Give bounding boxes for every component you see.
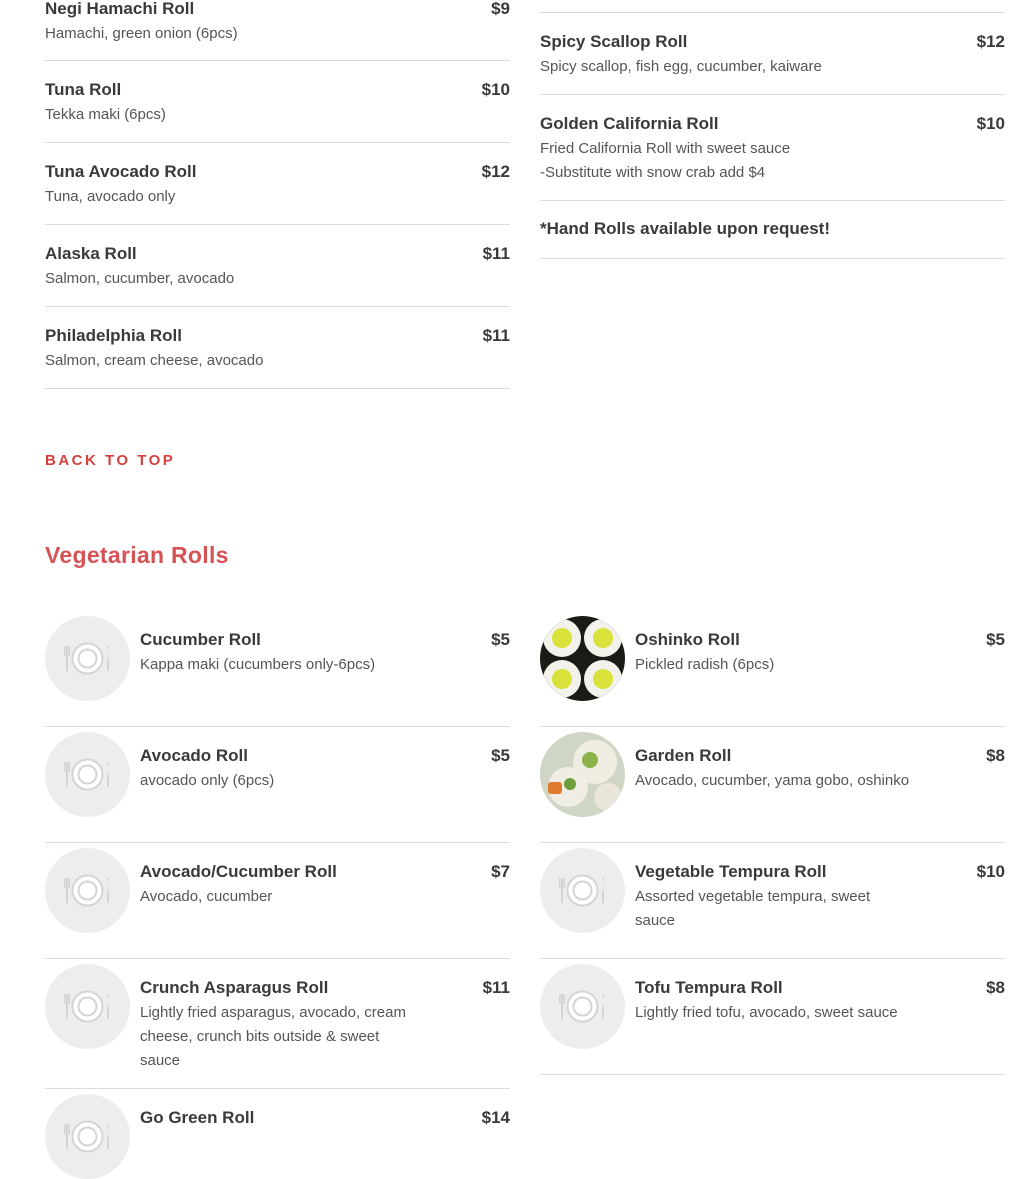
item-price: $10	[976, 114, 1005, 133]
item-price: $10	[481, 80, 510, 99]
item-description: Lightly fried asparagus, avocado, cream cheese, crunch bits outside & sweet sauce	[140, 1004, 406, 1069]
item-name: Cucumber Roll	[140, 630, 261, 649]
placeholder-plate-icon	[45, 732, 130, 817]
divider	[540, 12, 1005, 13]
item-name: Tuna Avocado Roll	[45, 162, 197, 181]
item-description: Spicy scallop, fish egg, cucumber, kaiware	[540, 58, 822, 75]
item-description: Assorted vegetable tempura, sweet sauce	[635, 888, 871, 929]
item-name: Garden Roll	[635, 746, 732, 765]
menu-item	[45, 861, 510, 959]
item-name: Avocado Roll	[140, 746, 248, 765]
item-name: Vegetable Tempura Roll	[635, 862, 827, 881]
menu-item	[45, 325, 510, 389]
item-name: Tuna Roll	[45, 80, 122, 99]
item-price: $11	[482, 326, 510, 345]
menu-item	[540, 113, 1005, 201]
menu-item	[45, 0, 510, 61]
item-description: avocado only (6pcs)	[140, 772, 275, 789]
menu-item	[45, 629, 510, 727]
item-price: $12	[976, 32, 1005, 51]
item-description: Tekka maki (6pcs)	[45, 106, 166, 123]
item-description: Tuna, avocado only	[45, 188, 176, 205]
item-description: Salmon, cucumber, avocado	[45, 270, 235, 287]
item-name: Negi Hamachi Roll	[45, 0, 195, 18]
placeholder-plate-icon	[45, 1094, 130, 1179]
item-name: Tofu Tempura Roll	[635, 978, 783, 997]
item-name: Alaska Roll	[45, 244, 137, 263]
item-price: $8	[986, 746, 1005, 765]
item-price: $14	[481, 1108, 510, 1127]
section-title-vegetarian: Vegetarian Rolls	[45, 542, 229, 568]
menu-item	[45, 79, 510, 143]
item-description: Avocado, cucumber	[140, 888, 273, 905]
item-name: Go Green Roll	[140, 1108, 255, 1127]
item-price: $11	[482, 244, 510, 263]
item-description-line: Fried California Roll with sweet sauce	[540, 140, 791, 157]
hand-rolls-note-block	[540, 201, 1005, 259]
item-price: $10	[976, 862, 1005, 881]
item-description: Pickled radish (6pcs)	[635, 656, 775, 673]
oshinko-roll-photo	[540, 616, 625, 701]
item-price: $8	[986, 978, 1005, 997]
item-name: Crunch Asparagus Roll	[140, 978, 329, 997]
menu-item	[540, 629, 1005, 727]
item-price: $9	[491, 0, 510, 18]
placeholder-plate-icon	[540, 848, 625, 933]
item-description	[540, 137, 920, 185]
item-description: Lightly fried tofu, avocado, sweet sauce	[635, 1004, 898, 1021]
item-name: Oshinko Roll	[635, 630, 740, 649]
item-name: Philadelphia Roll	[45, 326, 182, 345]
item-description: Kappa maki (cucumbers only-6pcs)	[140, 656, 376, 673]
back-to-top-link[interactable]: BACK TO TOP	[45, 452, 176, 469]
menu-item	[540, 861, 1005, 959]
item-description: Salmon, cream cheese, avocado	[45, 352, 264, 369]
item-price: $5	[491, 630, 510, 649]
item-name: Avocado/Cucumber Roll	[140, 862, 337, 881]
item-description: Hamachi, green onion (6pcs)	[45, 25, 238, 42]
placeholder-plate-icon	[45, 616, 130, 701]
item-price: $12	[481, 162, 510, 181]
item-price: $11	[482, 978, 510, 997]
menu-item	[540, 745, 1005, 843]
item-name: Spicy Scallop Roll	[540, 32, 688, 51]
placeholder-plate-icon	[45, 964, 130, 1049]
menu-item	[45, 243, 510, 307]
placeholder-plate-icon	[540, 964, 625, 1049]
menu-item	[45, 745, 510, 843]
hand-rolls-note: *Hand Rolls available upon request!	[540, 219, 831, 238]
garden-roll-photo	[540, 732, 625, 817]
item-name: Golden California Roll	[540, 114, 719, 133]
menu-item	[540, 977, 1005, 1075]
placeholder-plate-icon	[45, 848, 130, 933]
item-description-line: -Substitute with snow crab add $4	[540, 164, 766, 181]
item-price: $5	[986, 630, 1005, 649]
menu-item	[45, 1107, 510, 1167]
item-price: $7	[491, 862, 510, 881]
item-description: Avocado, cucumber, yama gobo, oshinko	[635, 772, 910, 789]
menu-item	[540, 31, 1005, 95]
menu-item	[45, 977, 510, 1089]
menu-item	[45, 161, 510, 225]
item-price: $5	[491, 746, 510, 765]
